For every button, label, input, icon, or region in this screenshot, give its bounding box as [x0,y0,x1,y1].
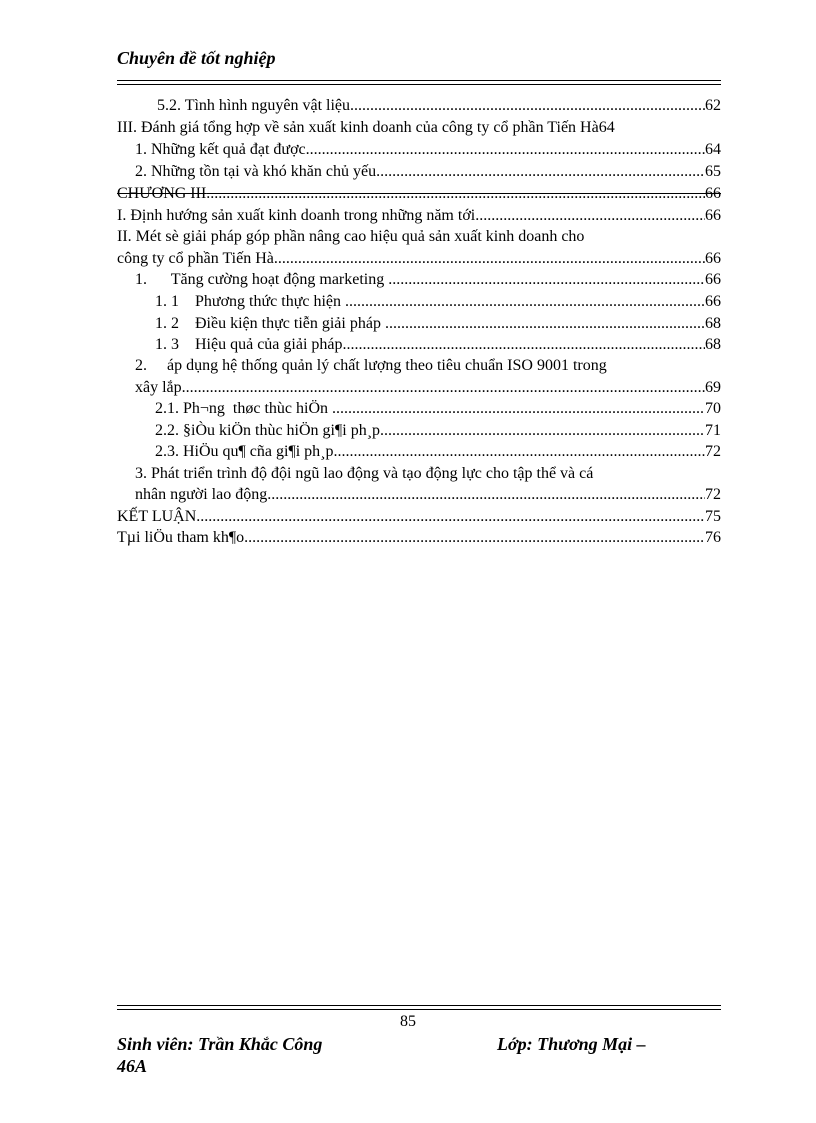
toc-entry [117,334,721,356]
document-header-title: Chuyên đề tốt nghiệp [117,48,276,68]
toc-entry-label: 1. 1 Phương thức thực hiện [155,293,346,310]
toc-leader [376,161,705,183]
toc-leader [333,441,705,463]
toc-entry-label: 1. Tăng cường hoạt động marketing [135,271,389,288]
toc-entry [117,205,721,227]
toc-entry-label: 1. Những kết quả đạt được [135,141,306,158]
toc-entry [117,377,721,399]
footer-student-name: Sinh viên: Trần Khắc Công [117,1034,323,1054]
toc-entry-page: 76 [705,529,721,546]
toc-entry-label: III. Đánh giá tổng hợp về sản xuất kinh doanh của công ty cổ phần Tiến Hà [117,119,599,136]
toc-entry-label: KẾT LUẬN [117,508,197,525]
footer-rule-bottom [117,1009,721,1010]
toc-entry-page: 64 [705,141,721,158]
toc-entry-page: 68 [705,336,721,353]
toc-leader [267,484,705,506]
toc-entry-page: 66 [705,293,721,310]
toc-entry [117,506,721,528]
toc-entry-label: 2.1. Ph¬ng thøc thùc hiÖn [155,400,333,417]
toc-entry-label: 1. 3 Hiệu quả của giải pháp [155,336,343,353]
footer-class-continuation: 46A [117,1056,148,1076]
toc-leader [345,291,705,313]
toc-entry-page: 66 [705,250,721,267]
toc-entry-page: 66 [705,185,721,202]
toc-entry-page: 64 [598,119,615,136]
header-rule-top [117,80,721,81]
toc-leader [206,183,705,205]
toc-leader [343,334,706,356]
toc-entry-label: xây lắp [135,379,182,396]
footer-class-label: Lớp: Thương Mại – [497,1034,646,1054]
toc-entry-label: 2.2. §iÒu kiÖn thùc hiÖn gi¶i ph¸p [155,422,381,439]
toc-leader [244,527,705,549]
toc-entry [117,398,721,420]
toc-entry [117,95,721,117]
toc-entry [117,484,721,506]
toc-entry [117,527,721,549]
toc-entry-label: CHƯƠNG III [117,185,207,202]
toc-entry-page: 70 [705,400,721,417]
toc-entry [117,269,721,291]
toc-entry [117,420,721,442]
toc-leader [380,420,705,442]
toc-entry-label: Tµi liÖu tham kh¶o [117,529,245,546]
toc-entry-label: nhân người lao động [135,486,268,503]
toc-entry-label: công ty cổ phần Tiến Hà. [117,250,278,267]
toc-entry [117,139,721,161]
toc-leader [196,506,705,528]
toc-entry-label: 2.3. HiÖu qu¶ cña gi¶i ph¸p [155,443,334,460]
toc-leader [385,313,705,335]
toc-leader [388,269,705,291]
toc-entry [117,313,721,335]
toc-entry-label: 2. Những tồn tại và khó khăn chủ yếu [135,163,377,180]
toc-entry-page: 71 [705,422,721,439]
toc-entry [117,161,721,183]
toc-leader [475,205,705,227]
toc-entry-page: 75 [705,508,721,525]
toc-entry-page: 68 [705,315,721,332]
toc-entry-label-line1: 3. Phát triển trình độ đội ngũ lao động và tạo động lực cho tập thể và cá [135,465,594,482]
toc-entry [117,248,721,270]
toc-entry-page: 66 [705,207,721,224]
toc-entry-page: 69 [705,379,721,396]
toc-entry-page: 72 [705,486,721,503]
toc-leader [278,248,705,270]
toc-entry-label-line1: 2. áp dụng hệ thống quản lý chất lượng theo tiêu chuẩn ISO 9001 trong [135,357,607,374]
toc-entry-page: 72 [705,443,721,460]
toc-entry-label: 5.2. Tình hình nguyên vật liệu [157,97,351,114]
toc-entry-label-line1: II. Mét sè giải pháp góp phần nâng cao hiệu quả sản xuất kinh doanh cho [117,228,585,245]
toc-entry-page: 65 [705,163,721,180]
toc-leader [350,95,705,117]
toc-entry [117,441,721,463]
toc-leader [182,377,705,399]
toc-leader [306,139,705,161]
toc-entry-page: 62 [705,97,721,114]
toc-entry [117,117,721,139]
footer-rule-top [117,1005,721,1006]
toc-entry-chapter [117,183,721,205]
toc-entry-page: 66 [705,271,721,288]
toc-entry [117,291,721,313]
toc-entry-label: I. Định hướng sản xuất kinh doanh trong những năm tới [117,207,476,224]
toc-entry-label: 1. 2 Điều kiện thực tiễn giải pháp [155,315,385,332]
header-rule-bottom [117,84,721,85]
page-number: 85 [400,1013,416,1030]
toc-leader [332,398,705,420]
